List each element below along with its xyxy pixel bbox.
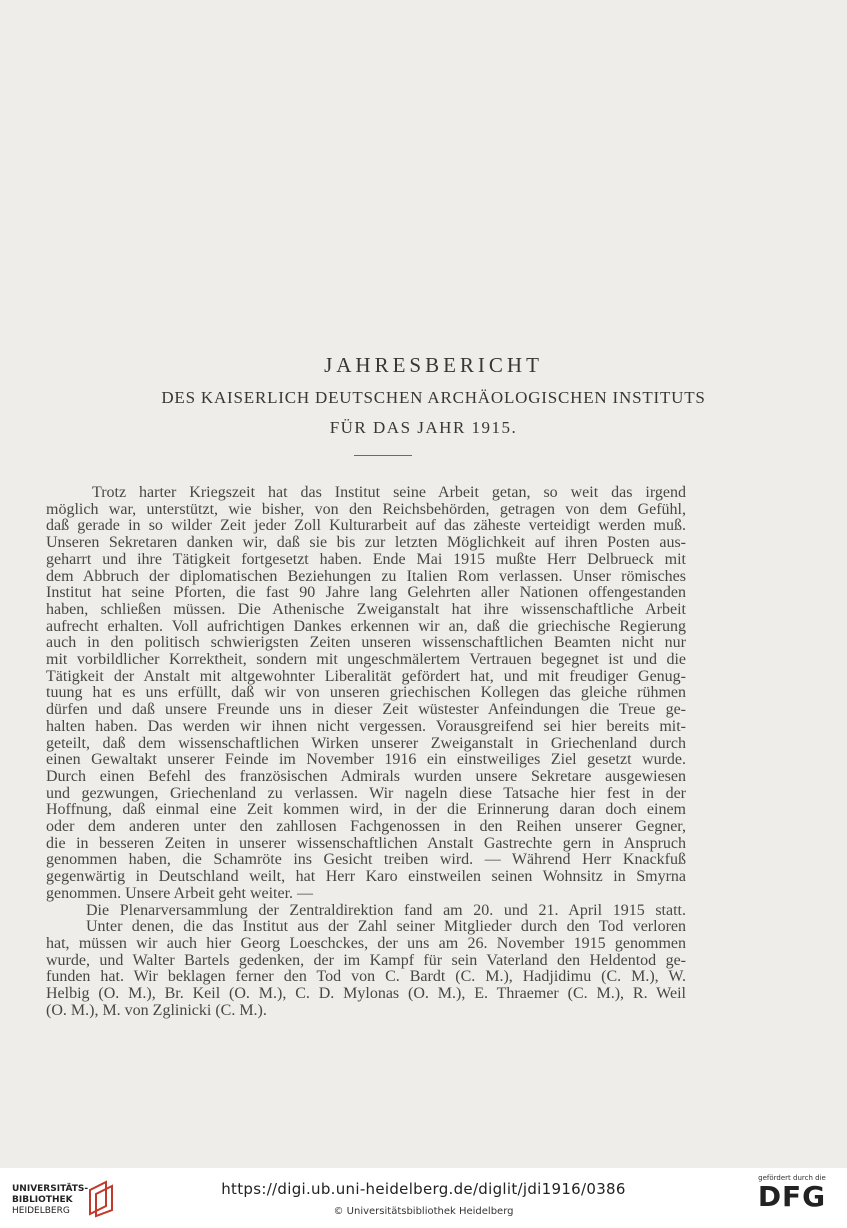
title-divider	[354, 455, 412, 456]
text-line: gegenwärtig in Deutschland weilt, hat Herr Karo einstweilen seinen Wohnsitz in Smyrna	[46, 868, 686, 886]
text-line: Helbig (O. M.), Br. Keil (O. M.), C. D. Mylonas (O. M.), E. Thraemer (C. M.), R. Weil	[46, 985, 686, 1003]
text-line: daß gerade in so wilder Zeit jeder Zoll Kulturarbeit auf das zäheste verteidigt werden muß.	[46, 517, 686, 535]
text-line: geharrt und ihre Tätigkeit fortgesetzt haben. Ende Mai 1915 mußte Herr Delbrueck mit	[46, 550, 686, 568]
text-line: Die Plenarversammlung der Zentraldirektion fand am 20. und 21. April 1915 statt.	[86, 901, 686, 919]
report-year: FÜR DAS JAHR 1915.	[329, 418, 518, 437]
text-line: mit vorbildlicher Korrektheit, sondern mit ungeschmälertem Vertrauen begegnet ist und die	[46, 651, 686, 669]
library-name-line3: HEIDELBERG	[12, 1206, 70, 1216]
text-line: dem Abbruch der diplomatischen Beziehungen zu Italien Rom verlassen. Unser römisches	[46, 567, 686, 585]
copyright-notice: © Universitätsbibliothek Heidelberg	[333, 1206, 514, 1217]
text-line: einen Gewaltakt unserer Feinde im November 1916 ein einstweiliges Ziel gesetzt wurde.	[46, 751, 686, 769]
report-body	[46, 485, 686, 1020]
text-line: Institut hat seine Pforten, die fast 90 Jahre lang Gelehrten aller Nationen offengestanden	[46, 584, 686, 602]
text-line: und gezwungen, Griechenland zu verlassen. Wir nageln diese Tatsache hier fest in der	[46, 784, 686, 802]
text-line: Trotz harter Kriegszeit hat das Institut seine Arbeit getan, so weit das irgend	[92, 484, 686, 501]
text-line: aufrecht erhalten. Voll aufrichtigen Dankes erkennen wir an, daß die griechische Regierung	[46, 617, 686, 635]
text-line: die in besseren Zeiten in unserer wissenschaftlichen Anstalt Gastrechte gern in Anspruch	[46, 834, 686, 852]
text-line: genommen haben, die Schamröte ins Gesicht treiben wird. — Während Herr Knackfuß	[46, 851, 686, 869]
text-line: Durch einen Befehl des französischen Admirals wurden unsere Sekretare ausgewiesen	[46, 767, 686, 785]
text-line: oder dem anderen unter den zahllosen Fachgenossen in den Reihen unserer Gegner,	[46, 818, 686, 836]
text-line: Unseren Sekretaren danken wir, daß sie bis zur letzten Möglichkeit auf ihren Posten aus-	[46, 534, 686, 552]
text-line: haben, schließen müssen. Die Athenische Zweiganstalt hat ihre wissenschaftliche Arbeit	[46, 600, 686, 618]
text-line: wurde, und Walter Bartels gedenken, der im Kampf für sein Vaterland den Heldentod ge-	[46, 951, 686, 969]
funding-caption: gefördert durch die	[758, 1174, 826, 1182]
text-line: Tätigkeit der Anstalt mit altgewohnter Liberalität gefördert hat, und mit freudiger Genug-	[46, 667, 686, 685]
report-title: JAHRESBERICHT	[324, 353, 543, 377]
text-line: geteilt, daß dem wissenschaftlichen Wirken unserer Zweiganstalt in Griechenland durch	[46, 734, 686, 752]
text-line: halten haben. Das werden wir ihnen nicht vergessen. Vorausgreifend sei hier bereits mit-	[46, 717, 686, 735]
text-line: dürfen und daß unsere Freunde uns in dieser Zeit wüstester Anfeindungen die Treue ge-	[46, 701, 686, 719]
text-line: Unter denen, die das Institut aus der Zahl seiner Mitglieder durch den Tod verloren	[86, 918, 686, 936]
text-line: möglich war, unterstützt, wie bisher, von den Reichsbehörden, getragen von dem Gefühl,	[46, 500, 686, 518]
text-line: (O. M.), M. von Zglinicki (C. M.).	[46, 1001, 267, 1019]
institute-name: DES KAISERLICH DEUTSCHEN ARCHÄOLOGISCHEN INSTITUTS	[161, 388, 706, 407]
dfg-funding-badge[interactable]	[751, 1174, 833, 1222]
text-line: genommen. Unsere Arbeit geht weiter. —	[46, 884, 314, 902]
library-name-line2: BIBLIOTHEK	[12, 1195, 73, 1205]
viewer-footer	[0, 1168, 847, 1228]
dfg-logo: DFG	[757, 1180, 827, 1213]
text-line: auch in den politisch schwierigsten Zeiten unseren wissenschaftlichen Beamten nicht nur	[46, 634, 686, 652]
text-line: tuung hat es uns erfüllt, daß wir von unseren griechischen Kollegen das gleiche rühmen	[46, 684, 686, 702]
library-name-line1: UNIVERSITÄTS-	[12, 1184, 89, 1194]
text-line: hat, müssen wir auch hier Georg Loeschckes, der uns am 26. November 1915 genommen	[46, 934, 686, 952]
permalink-url[interactable]: https://digi.ub.uni-heidelberg.de/diglit/jdi1916/0386	[221, 1180, 626, 1198]
text-line: funden hat. Wir beklagen ferner den Tod von C. Bardt (C. M.), Hadjidimu (C. M.), W.	[46, 968, 686, 986]
text-line: Hoffnung, daß einmal eine Zeit kommen wird, in der die Erinnerung daran doch einem	[46, 801, 686, 819]
